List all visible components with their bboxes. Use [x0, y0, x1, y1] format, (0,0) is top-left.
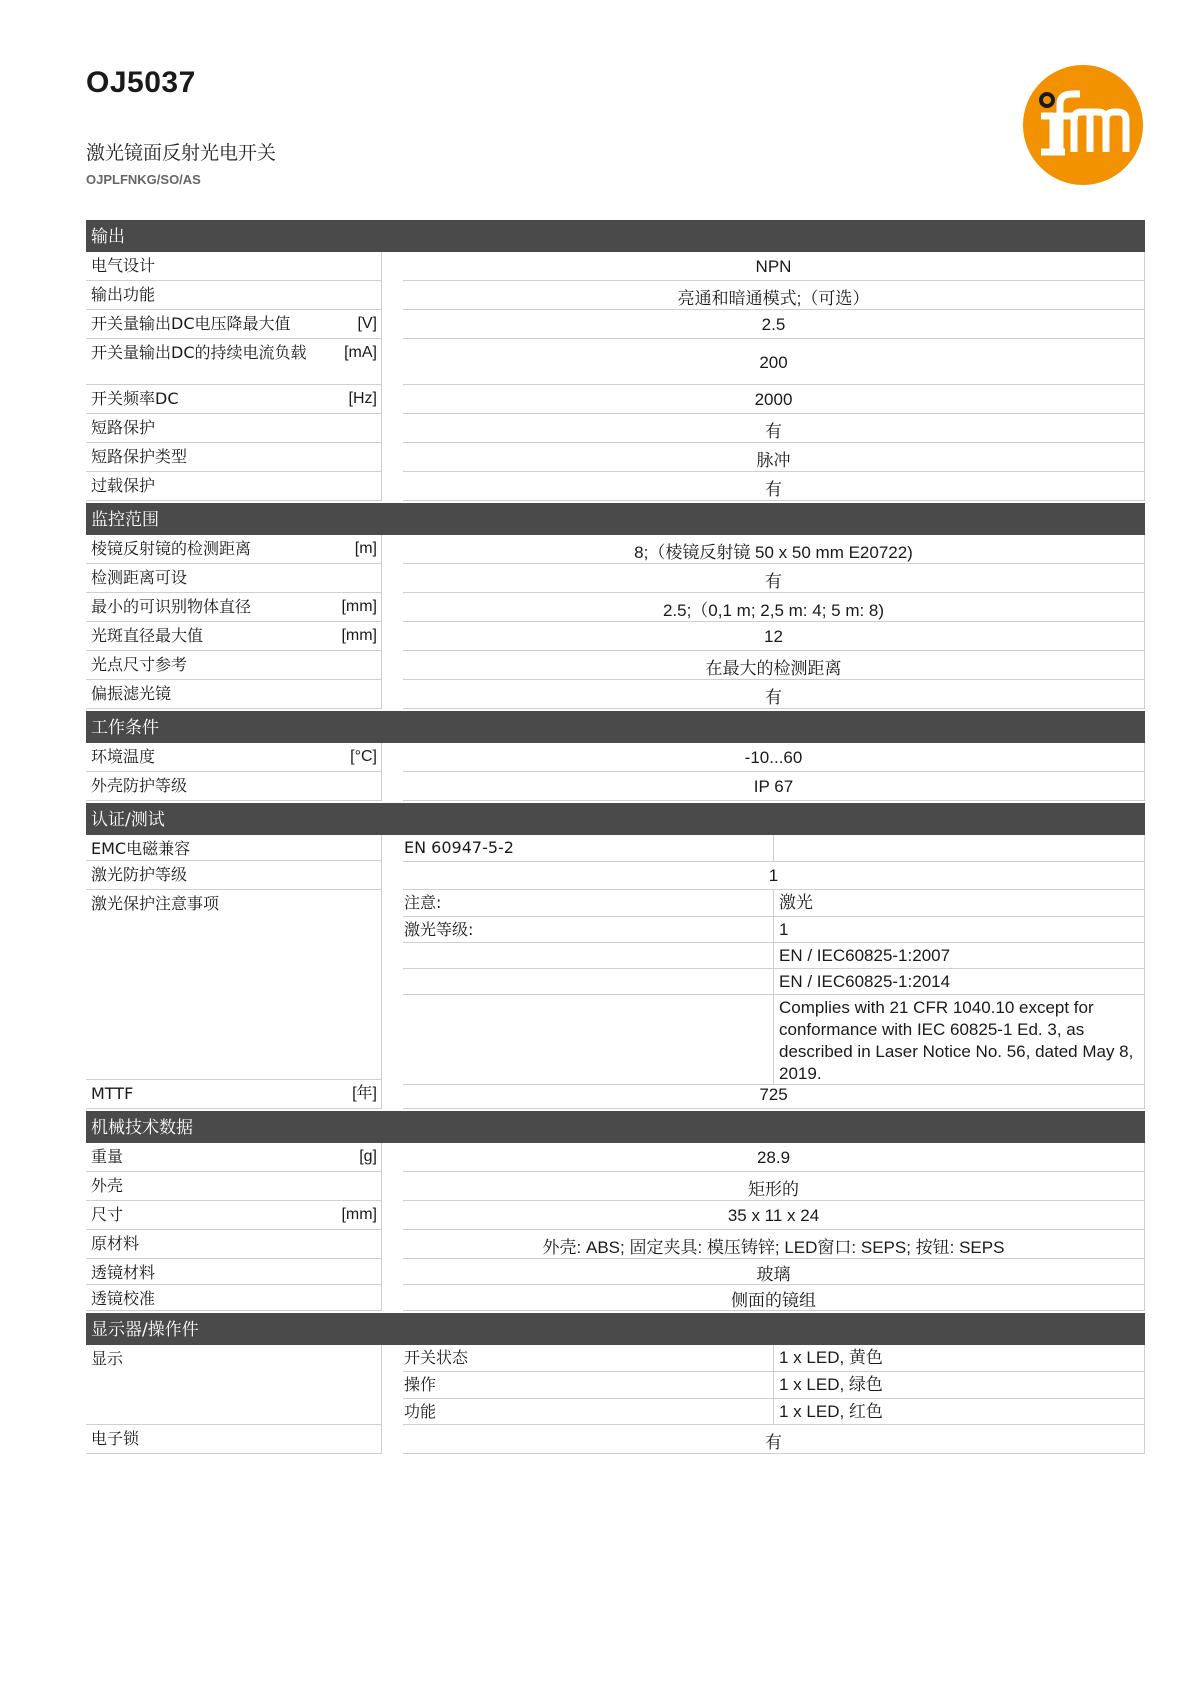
- specification-table: [86, 218, 1145, 1454]
- spec-value: 侧面的镜组: [403, 1285, 1145, 1311]
- spec-label: 开关频率DC: [91, 389, 179, 408]
- spec-row: [86, 310, 1145, 339]
- spec-label-cell: [86, 252, 382, 281]
- spec-label-cell: [86, 743, 382, 772]
- section-header: 监控范围: [86, 503, 1145, 535]
- spec-label: 重量: [91, 1147, 124, 1166]
- spec-value: 脉冲: [403, 443, 1145, 472]
- ifm-logo-icon: [1022, 64, 1144, 186]
- spec-label: 过载保护: [91, 476, 156, 495]
- spec-label: 最小的可识别物体直径: [91, 597, 252, 616]
- spec-unit: [mm]: [341, 627, 377, 644]
- spec-value: 矩形的: [403, 1172, 1145, 1201]
- spec-value: 725: [403, 1080, 1145, 1109]
- spec-row: [86, 1345, 1145, 1425]
- section-header: 机械技术数据: [86, 1111, 1145, 1143]
- spec-unit: [°C]: [350, 748, 377, 765]
- spec-sub-key: [403, 995, 774, 1084]
- spec-row: [86, 743, 1145, 772]
- spec-unit: [年]: [352, 1085, 377, 1102]
- spec-label-cell: [86, 1345, 382, 1425]
- spec-label: 光点尺寸参考: [91, 655, 188, 674]
- spec-label-cell: [86, 310, 382, 339]
- spec-label: 电子锁: [91, 1429, 140, 1448]
- spec-sub-row: [403, 1345, 1145, 1372]
- spec-sub-row: [403, 835, 1145, 862]
- product-code-title: OJ5037: [86, 66, 196, 99]
- section-header: 显示器/操作件: [86, 1313, 1145, 1345]
- spec-label-cell: [86, 861, 382, 890]
- spec-label-cell: [86, 535, 382, 564]
- spec-value: 2000: [403, 385, 1145, 414]
- spec-row: [86, 1172, 1145, 1201]
- spec-sub-key: 注意:: [403, 890, 774, 916]
- spec-label: 透镜校准: [91, 1289, 156, 1308]
- spec-label: 激光防护等级: [91, 865, 188, 884]
- spec-label-cell: [86, 1172, 382, 1201]
- spec-unit: [g]: [359, 1148, 377, 1165]
- spec-sub-value: 1: [774, 917, 1145, 942]
- spec-sub-table: [403, 835, 1145, 861]
- section-header: 输出: [86, 220, 1145, 252]
- spec-row: [86, 414, 1145, 443]
- spec-label-cell: [86, 1285, 382, 1311]
- spec-label: 光斑直径最大值: [91, 626, 204, 645]
- spec-label-cell: [86, 281, 382, 310]
- spec-value: 有: [403, 1425, 1145, 1454]
- spec-sub-row: [403, 1399, 1145, 1426]
- spec-row: [86, 252, 1145, 281]
- spec-row: [86, 385, 1145, 414]
- spec-label: 短路保护: [91, 418, 156, 437]
- spec-row: [86, 622, 1145, 651]
- spec-sub-table: [403, 890, 1145, 1083]
- spec-value: 亮通和暗通模式;（可选）: [403, 281, 1145, 310]
- spec-label: 原材料: [91, 1234, 140, 1253]
- spec-row: [86, 535, 1145, 564]
- spec-value: 有: [403, 472, 1145, 501]
- product-type-code: OJPLFNKG/SO/AS: [86, 172, 201, 187]
- spec-label: 透镜材料: [91, 1263, 156, 1282]
- spec-sub-key: [403, 969, 774, 994]
- spec-label-cell: [86, 1230, 382, 1259]
- spec-row: [86, 281, 1145, 310]
- spec-label: 激光保护注意事项: [91, 894, 220, 913]
- spec-label: 显示: [91, 1349, 124, 1368]
- spec-sub-key: EN 60947-5-2: [403, 835, 774, 861]
- spec-row: [86, 593, 1145, 622]
- spec-sub-key: 功能: [403, 1399, 774, 1425]
- spec-sub-value: 1 x LED, 绿色: [774, 1372, 1145, 1398]
- spec-row: [86, 1425, 1145, 1454]
- spec-value: 玻璃: [403, 1259, 1145, 1285]
- spec-label: 电气设计: [91, 256, 156, 275]
- spec-sub-row: [403, 890, 1145, 917]
- spec-row: [86, 772, 1145, 801]
- spec-label-cell: [86, 1080, 382, 1109]
- spec-sub-row: [403, 943, 1145, 969]
- spec-row: [86, 1285, 1145, 1311]
- spec-sub-value: 1 x LED, 红色: [774, 1399, 1145, 1425]
- spec-sub-value: 激光: [774, 890, 1145, 916]
- spec-label: 环境温度: [91, 747, 156, 766]
- spec-sub-value: [774, 835, 1145, 861]
- spec-sub-row: [403, 969, 1145, 995]
- spec-unit: [V]: [357, 315, 377, 332]
- spec-value: -10...60: [403, 743, 1145, 772]
- section-header: 认证/测试: [86, 803, 1145, 835]
- spec-value: NPN: [403, 252, 1145, 281]
- spec-row: [86, 1230, 1145, 1259]
- spec-row: [86, 472, 1145, 501]
- spec-sub-key: [403, 943, 774, 968]
- spec-label: MTTF: [91, 1084, 134, 1103]
- spec-value: 28.9: [403, 1143, 1145, 1172]
- spec-label: 短路保护类型: [91, 447, 188, 466]
- spec-label: 棱镜反射镜的检测距离: [91, 539, 252, 558]
- spec-row: [86, 680, 1145, 709]
- spec-value: 有: [403, 680, 1145, 709]
- spec-unit: [m]: [354, 540, 377, 557]
- spec-row: [86, 1143, 1145, 1172]
- spec-row: [86, 339, 1145, 385]
- spec-sub-table: [403, 1345, 1145, 1425]
- spec-label-cell: [86, 385, 382, 414]
- spec-sub-row: [403, 1372, 1145, 1399]
- spec-label-cell: [86, 443, 382, 472]
- spec-value: 35 x 11 x 24: [403, 1201, 1145, 1230]
- spec-row: [86, 443, 1145, 472]
- spec-value: 2.5;（0,1 m; 2,5 m: 4; 5 m: 8): [403, 593, 1145, 622]
- spec-label: 外壳: [91, 1176, 124, 1195]
- spec-sub-row: [403, 995, 1145, 1085]
- spec-row: [86, 835, 1145, 861]
- spec-label: 输出功能: [91, 285, 156, 304]
- spec-unit: [Hz]: [348, 390, 377, 407]
- spec-label-cell: [86, 772, 382, 801]
- spec-label-cell: [86, 593, 382, 622]
- spec-value: 外壳: ABS; 固定夹具: 模压铸锌; LED窗口: SEPS; 按钮: SEPS: [403, 1230, 1145, 1259]
- spec-value: 有: [403, 564, 1145, 593]
- section-header: 工作条件: [86, 711, 1145, 743]
- spec-label: 偏振滤光镜: [91, 684, 172, 703]
- spec-unit: [mm]: [341, 598, 377, 615]
- spec-label-cell: [86, 414, 382, 443]
- logo-text: ifm: [1083, 180, 1085, 181]
- spec-label-cell: [86, 835, 382, 861]
- spec-label-cell: [86, 1259, 382, 1285]
- spec-row: [86, 1259, 1145, 1285]
- spec-label-cell: [86, 1201, 382, 1230]
- spec-sub-value: EN / IEC60825-1:2014: [774, 969, 1145, 994]
- spec-label: 开关量输出DC的持续电流负载: [91, 343, 307, 362]
- spec-unit: [mm]: [341, 1206, 377, 1223]
- product-description: 激光镜面反射光电开关: [86, 142, 277, 164]
- spec-row: [86, 1080, 1145, 1109]
- spec-row: [86, 651, 1145, 680]
- spec-value: 1: [403, 861, 1145, 890]
- spec-sub-key: 开关状态: [403, 1345, 774, 1371]
- spec-value: IP 67: [403, 772, 1145, 801]
- spec-label-cell: [86, 564, 382, 593]
- spec-label: 开关量输出DC电压降最大值: [91, 314, 291, 333]
- spec-unit: [mA]: [344, 344, 377, 361]
- spec-label-cell: [86, 890, 382, 1080]
- spec-row: [86, 564, 1145, 593]
- spec-label-cell: [86, 622, 382, 651]
- spec-value: 8;（棱镜反射镜 50 x 50 mm E20722): [403, 535, 1145, 564]
- spec-row: [86, 861, 1145, 890]
- spec-row: [86, 890, 1145, 1083]
- spec-value: 2.5: [403, 310, 1145, 339]
- spec-sub-row: [403, 917, 1145, 943]
- spec-row: [86, 1201, 1145, 1230]
- spec-sub-value: Complies with 21 CFR 1040.10 except for conformance with IEC 60825-1 Ed. 3, as described in Laser Notice No. 56, dated May 8, 2019.: [774, 995, 1145, 1084]
- spec-sub-value: 1 x LED, 黄色: [774, 1345, 1145, 1371]
- spec-label-cell: [86, 651, 382, 680]
- spec-label-cell: [86, 339, 382, 385]
- spec-label-cell: [86, 1143, 382, 1172]
- spec-value: 在最大的检测距离: [403, 651, 1145, 680]
- spec-sub-value: EN / IEC60825-1:2007: [774, 943, 1145, 968]
- spec-value: 12: [403, 622, 1145, 651]
- spec-sub-key: 激光等级:: [403, 917, 774, 942]
- spec-label: 尺寸: [91, 1205, 124, 1224]
- spec-label-cell: [86, 472, 382, 501]
- spec-sub-key: 操作: [403, 1372, 774, 1398]
- spec-label-cell: [86, 1425, 382, 1454]
- spec-label: 检测距离可设: [91, 568, 188, 587]
- spec-label-cell: [86, 680, 382, 709]
- spec-value: 有: [403, 414, 1145, 443]
- spec-value: 200: [403, 339, 1145, 385]
- spec-label: EMC电磁兼容: [91, 839, 191, 858]
- spec-label: 外壳防护等级: [91, 776, 188, 795]
